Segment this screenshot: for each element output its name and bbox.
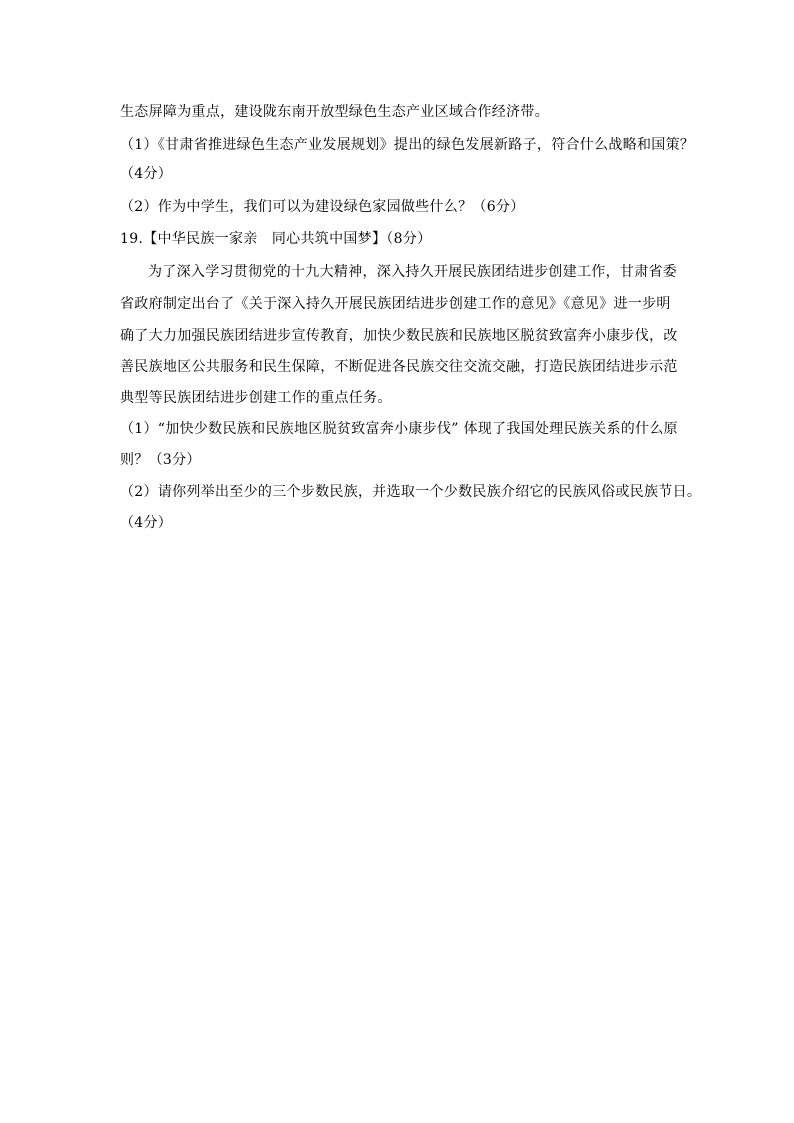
question-19-paragraph-line-4: 善民族地区公共服务和民生保障，不断促进各民族交往交流交融，打造民族团结进步示范 bbox=[120, 359, 678, 375]
question-18-part-2: （2）作为中学生，我们可以为建设绿色家园做些什么？（6分） bbox=[120, 199, 525, 215]
question-19-title: 19.【中华民族一家亲 同心共筑中国梦】（8分） bbox=[120, 231, 432, 247]
question-19-part-2-score: （4分） bbox=[120, 515, 173, 531]
question-19-paragraph-line-1: 为了深入学习贯彻党的十九大精神，深入持久开展民族团结进步创建工作，甘肃省委 bbox=[148, 264, 678, 280]
question-19-paragraph-line-5: 典型等民族团结进步创建工作的重点任务。 bbox=[120, 390, 392, 406]
question-19-part-2: （2）请你列举出至少的三个步数民族，并选取一个少数民族介绍它的民族风俗或民族节日。 bbox=[120, 484, 702, 500]
text-line-1: 生态屏障为重点，建设陇东南开放型绿色生态产业区域合作经济带。 bbox=[120, 104, 549, 120]
question-19-part-1: （1）“加快少数民族和民族地区脱贫致富奔小康步伐” 体现了我国处理民族关系的什么原 bbox=[120, 421, 678, 437]
question-18-part-1-score: （4分） bbox=[120, 166, 173, 182]
question-19-paragraph-line-2: 省政府制定出台了《关于深入持久开展民族团结进步创建工作的意见》《意见》进一步明 bbox=[120, 296, 671, 312]
question-19-paragraph-line-3: 确了大力加强民族团结进步宣传教育，加快少数民族和民族地区脱贫致富奔小康步伐，改 bbox=[120, 328, 678, 344]
question-19-part-1-cont: 则？（3分） bbox=[120, 452, 201, 468]
question-18-part-1: （1）《甘肃省推进绿色生态产业发展规划》提出的绿色发展新路子，符合什么战略和国策？ bbox=[120, 137, 695, 153]
